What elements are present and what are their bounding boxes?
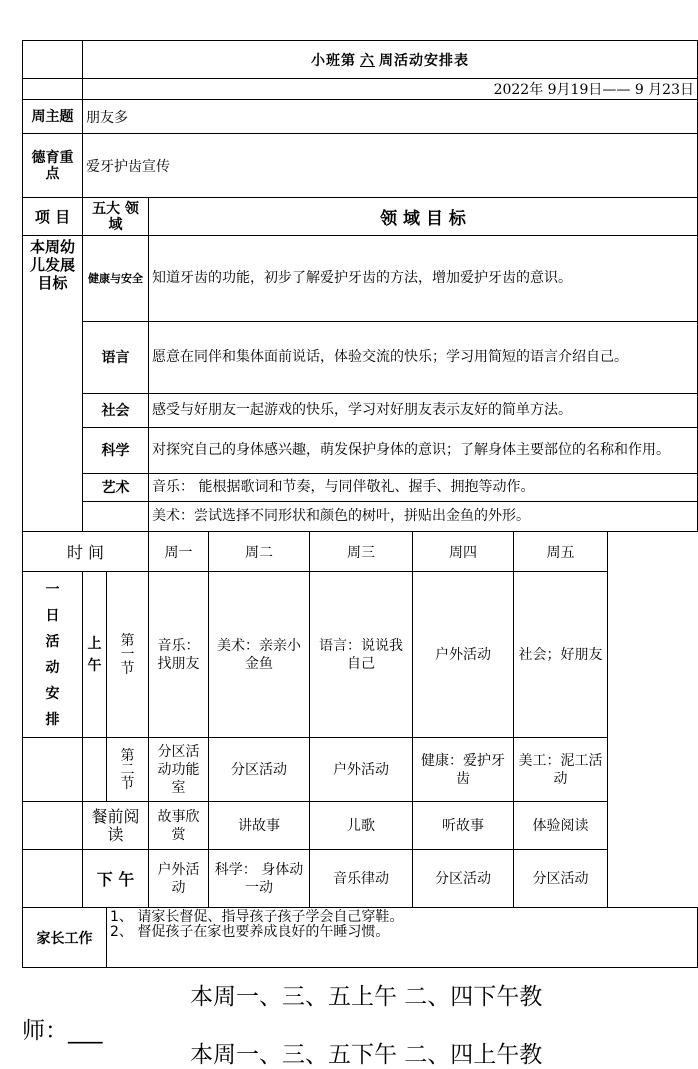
item-header: 项 目	[23, 198, 83, 236]
day-header: 周二	[209, 532, 310, 572]
goal-domain: 艺术	[83, 474, 149, 502]
period1-label: 第一节	[107, 572, 149, 738]
theme-label: 周主题	[23, 100, 83, 134]
page-title: 小班第 六 周活动安排表	[83, 41, 698, 79]
reading-cell: 故事欣赏	[149, 802, 209, 850]
blank-cell	[23, 850, 83, 908]
goal-domain: 语言	[83, 322, 149, 394]
day-activities-label: 一日活动安排	[23, 572, 83, 738]
period2-cell: 分区活动	[209, 738, 310, 802]
day-header: 周五	[514, 532, 608, 572]
period1-cell: 语言：说说我自己	[310, 572, 413, 738]
footer-line-2: 师：___	[22, 1018, 103, 1044]
day-header: 周四	[413, 532, 514, 572]
period1-cell: 社会；好朋友	[514, 572, 608, 738]
corner-cell-2	[23, 79, 83, 100]
afternoon-label: 下 午	[83, 850, 149, 908]
targets-header: 领 域 目 标	[149, 198, 698, 236]
goal-text: 对探究自己的身体感兴趣，萌发保护身体的意识；了解身体主要部位的名称和作用。	[149, 428, 698, 474]
reading-cell: 儿歌	[310, 802, 413, 850]
goals-row-label: 本周幼儿发展目标	[23, 236, 83, 532]
goal-text: 美术：尝试选择不同形状和颜色的树叶，拼贴出金鱼的外形。	[149, 502, 698, 532]
goal-text: 知道牙齿的功能，初步了解爱护牙齿的方法，增加爱护牙齿的意识。	[149, 236, 698, 322]
reading-cell: 听故事	[413, 802, 514, 850]
time-label: 时 间	[23, 532, 149, 572]
footer-line-1: 本周一、三、五上午 二、四下午教	[190, 984, 543, 1010]
day-header: 周一	[149, 532, 209, 572]
goal-domain-empty	[83, 502, 149, 532]
period1-cell: 户外活动	[413, 572, 514, 738]
date-range: 2022年 9月19日—— 9 月23日	[83, 79, 698, 100]
goal-text: 愿意在同伴和集体面前说话，体验交流的快乐；学习用简短的语言介绍自己。	[149, 322, 698, 394]
corner-cell	[23, 41, 83, 79]
blank-cell	[83, 738, 107, 802]
blank-cell	[23, 802, 83, 850]
afternoon-cell: 科学： 身体动一动	[209, 850, 310, 908]
weekly-schedule-table	[22, 40, 698, 968]
moral-label: 德育重点	[23, 134, 83, 198]
afternoon-cell: 户外活动	[149, 850, 209, 908]
afternoon-cell: 分区活动	[413, 850, 514, 908]
period2-cell: 分区活动功能室	[149, 738, 209, 802]
week-number: 六	[360, 52, 375, 69]
goal-domain: 科学	[83, 428, 149, 474]
parent-work-item: 1、 请家长督促、指导孩子孩子学会自己穿鞋。	[110, 909, 404, 925]
period2-cell: 户外活动	[310, 738, 413, 802]
goal-text: 感受与好朋友一起游戏的快乐，学习对好朋友表示友好的简单方法。	[149, 394, 698, 428]
morning-label: 上午	[83, 572, 107, 738]
afternoon-cell: 音乐律动	[310, 850, 413, 908]
parent-work-item: 2、 督促孩子在家也要养成良好的午睡习惯。	[110, 924, 390, 940]
moral-value: 爱牙护齿宣传	[83, 134, 698, 198]
day-header: 周三	[310, 532, 413, 572]
reading-cell: 讲故事	[209, 802, 310, 850]
afternoon-cell: 分区活动	[514, 850, 608, 908]
reading-label: 餐前阅读	[83, 802, 149, 850]
domains-header: 五大 领域	[83, 198, 149, 236]
goal-domain: 健康与安全	[83, 236, 149, 322]
period2-label: 第二节	[107, 738, 149, 802]
theme-value: 朋友多	[83, 100, 698, 134]
parent-work-items	[107, 908, 698, 968]
period2-cell: 美工：泥工活动	[514, 738, 608, 802]
goal-domain: 社会	[83, 394, 149, 428]
goal-text: 音乐： 能根据歌词和节奏，与同伴敬礼、握手、拥抱等动作。	[149, 474, 698, 502]
period1-cell: 美术：亲亲小金鱼	[209, 572, 310, 738]
footer-line-3: 本周一、三、五下午 二、四上午教	[190, 1042, 543, 1068]
period2-cell: 健康：爱护牙齿	[413, 738, 514, 802]
period1-cell: 音乐：找朋友	[149, 572, 209, 738]
reading-cell: 体验阅读	[514, 802, 608, 850]
blank-cell	[23, 738, 83, 802]
parent-work-label: 家长工作	[23, 908, 107, 968]
